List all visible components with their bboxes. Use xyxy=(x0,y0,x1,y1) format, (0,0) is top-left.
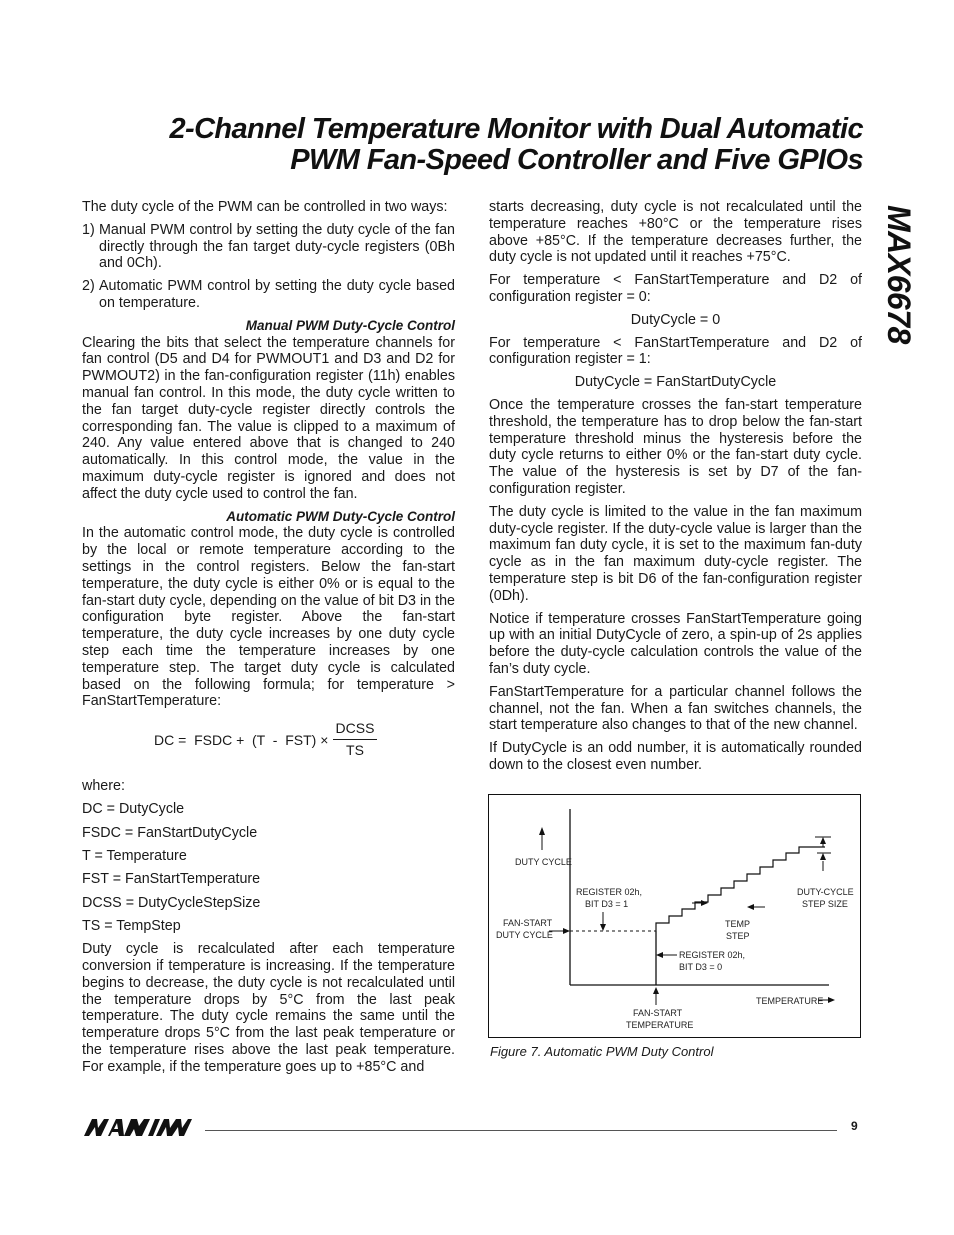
duty-cycle-arrow-icon xyxy=(539,827,545,835)
right-arrow-icon xyxy=(828,997,835,1003)
maxim-logo-icon xyxy=(82,1116,192,1138)
formula-fraction xyxy=(333,720,377,759)
register-d3-1-label: REGISTER 02h, xyxy=(576,887,643,897)
fan-start-temp-label: FAN-START xyxy=(633,1008,683,1018)
list-item xyxy=(82,222,455,272)
paragraph: starts decreasing, duty cycle is not recalculated until the temperature reaches +80°C or the temperature rises above +85°C. If the temperature decreases further, the duty cycle is not updated until it reaches +75°C. xyxy=(489,199,862,266)
register-d3-1-label: BIT D3 = 1 xyxy=(585,899,629,909)
figure-caption: Figure 7. Automatic PWM Duty Control xyxy=(490,1044,714,1059)
formula-denominator: TS xyxy=(346,741,364,758)
left-column xyxy=(82,199,455,1082)
definition-item: DCSS = DutyCycleStepSize xyxy=(82,894,261,911)
register-d3-0-label: BIT D3 = 0 xyxy=(679,962,723,972)
paragraph: For temperature < FanStartTemperature and D2 of configuration register = 0: xyxy=(489,272,862,305)
duty-cycle-formula xyxy=(82,720,455,768)
down-arrow-icon xyxy=(820,853,826,860)
definition-item: FST = FanStartTemperature xyxy=(82,871,261,888)
fan-start-duty-label: DUTY CYCLE xyxy=(496,930,553,940)
paragraph: Once the temperature crosses the fan-start temperature threshold, the temperature has to drop below the fan-start temperature threshold minus the hysteresis before the duty cycle returns to either 0% or the fan-start duty cycle. The value of the hysteresis is set by D7 of the fan-configuration register. xyxy=(489,396,862,497)
up-arrow-icon xyxy=(820,837,826,844)
duty-cycle-label: DUTY CYCLE xyxy=(515,857,572,867)
page-number: 9 xyxy=(851,1119,858,1133)
left-arrow-icon xyxy=(656,952,663,958)
equation-duty-fanstart: DutyCycle = FanStartDutyCycle xyxy=(574,374,777,391)
paragraph: If DutyCycle is an odd number, it is automatically rounded down to the closest even number. xyxy=(489,740,862,773)
list-text: Automatic PWM control by setting the duty cycle based on temperature. xyxy=(99,278,455,311)
list-number: 2) xyxy=(82,278,95,295)
formula-numerator: DCSS xyxy=(333,720,377,740)
step-size-label: DUTY-CYCLE xyxy=(797,887,854,897)
pwm-duty-diagram xyxy=(489,795,862,1039)
list-number: 1) xyxy=(82,221,95,238)
list-item xyxy=(82,278,455,312)
temp-step-label: TEMP xyxy=(725,919,751,929)
definition-item: TS = TempStep xyxy=(82,917,181,934)
definition-item: T = Temperature xyxy=(82,848,187,864)
title-line-2: PWM Fan-Speed Controller and Five GPIOs xyxy=(290,144,863,176)
definition-item: FSDC = FanStartDutyCycle xyxy=(82,824,258,841)
figure-7-box xyxy=(488,794,861,1038)
intro-paragraph: The duty cycle of the PWM can be controlled in two ways: xyxy=(82,199,448,215)
paragraph: FanStartTemperature for a particular channel follows the channel, not the fan. When a fan switches channels, the start temperature also changes to that of the new channel. xyxy=(489,683,862,734)
right-arrow-icon xyxy=(701,900,708,906)
paragraph: Notice if temperature crosses FanStartTemperature going up with an initial DutyCycle of zero, a spin-up of 2s applies before the duty-cycle calculation controls the value of the fan’s duty cycle. xyxy=(489,610,862,677)
equation-duty-zero: DutyCycle = 0 xyxy=(630,311,721,328)
down-arrow-icon xyxy=(600,924,606,931)
auto-pwm-paragraph: In the automatic control mode, the duty cycle is controlled by the local or remote temperature according to the settings in the control registers. Below the fan-start temperature, the duty cycle is either 0% or is equal to the fan-start duty cycle, depending on the value of bit D3 in the configuration byte register. Above the fan-start temperature, the duty cycle increases by one duty cycle step each time the temperature increases by one temperature step. The target duty cycle is calculated based on the following formula; for temperature > FanStartTemperature: xyxy=(82,525,455,710)
fan-start-duty-label: FAN-START xyxy=(503,918,553,928)
page-title xyxy=(60,114,863,176)
auto-pwm-heading: Automatic PWM Duty-Cycle Control xyxy=(226,508,455,524)
step-size-label: STEP SIZE xyxy=(802,899,848,909)
right-column xyxy=(489,199,862,780)
paragraph: For temperature < FanStartTemperature and D2 of configuration register = 1: xyxy=(489,334,862,368)
manual-pwm-heading: Manual PWM Duty-Cycle Control xyxy=(245,317,455,333)
maxim-logo xyxy=(82,1116,192,1143)
where-label: where: xyxy=(82,778,125,795)
footer-rule xyxy=(205,1130,837,1131)
manual-pwm-paragraph: Clearing the bits that select the temperature channels for fan control (D5 and D4 for PWMOUT1 and D3 and D2 for PWMOUT2) in the fan-configuration register (11h) enables manual fan control. In this mode, the duty cycle written to the fan target duty-cycle register directly controls the corresponding fan. The value is clipped to a maximum of 240. Any value entered above that is changed to 240 automatically. In this control mode, the value in the maximum duty-cycle register is ignored and does not affect the duty cycle used to control the fan. xyxy=(82,334,455,502)
register-d3-0-label: REGISTER 02h, xyxy=(679,950,746,960)
list-text: Manual PWM control by setting the duty cycle of the fan directly through the fan target duty-cycle registers (0Bh and 0Ch). xyxy=(99,221,455,272)
temperature-axis-label: TEMPERATURE xyxy=(756,996,824,1006)
definition-item: DC = DutyCycle xyxy=(82,801,185,818)
recalculation-paragraph: Duty cycle is recalculated after each temperature conversion if temperature is increasing. If the temperature begins to decrease, the duty cycle is not recalculated until the temperature drops by 5°C from the last peak temperature. The duty cycle remains the same until the temperature drops 5°C from the last peak temperature or the temperature rises above the last peak temperature. For example, if the temperature goes up to +85°C and xyxy=(82,941,455,1075)
formula-lhs: DC = FSDC + (T - FST) × xyxy=(154,732,329,749)
paragraph: The duty cycle is limited to the value in the fan maximum duty-cycle register. If the duty-cycle value is larger than the maximum fan duty cycle, it is set to the maximum fan-duty cycle as in the fan maximum duty-cycle register. The temperature step is bit D6 of the fan-configuration register (0Dh). xyxy=(489,503,862,604)
up-arrow-icon xyxy=(653,987,659,994)
left-arrow-icon xyxy=(747,904,754,910)
part-number-side-label: MAX6678 xyxy=(881,205,917,344)
fan-start-temp-label: TEMPERATURE xyxy=(626,1020,694,1030)
title-line-1: 2-Channel Temperature Monitor with Dual Automatic xyxy=(169,113,863,145)
right-arrow-icon xyxy=(563,928,570,934)
temp-step-label: STEP xyxy=(726,931,750,941)
